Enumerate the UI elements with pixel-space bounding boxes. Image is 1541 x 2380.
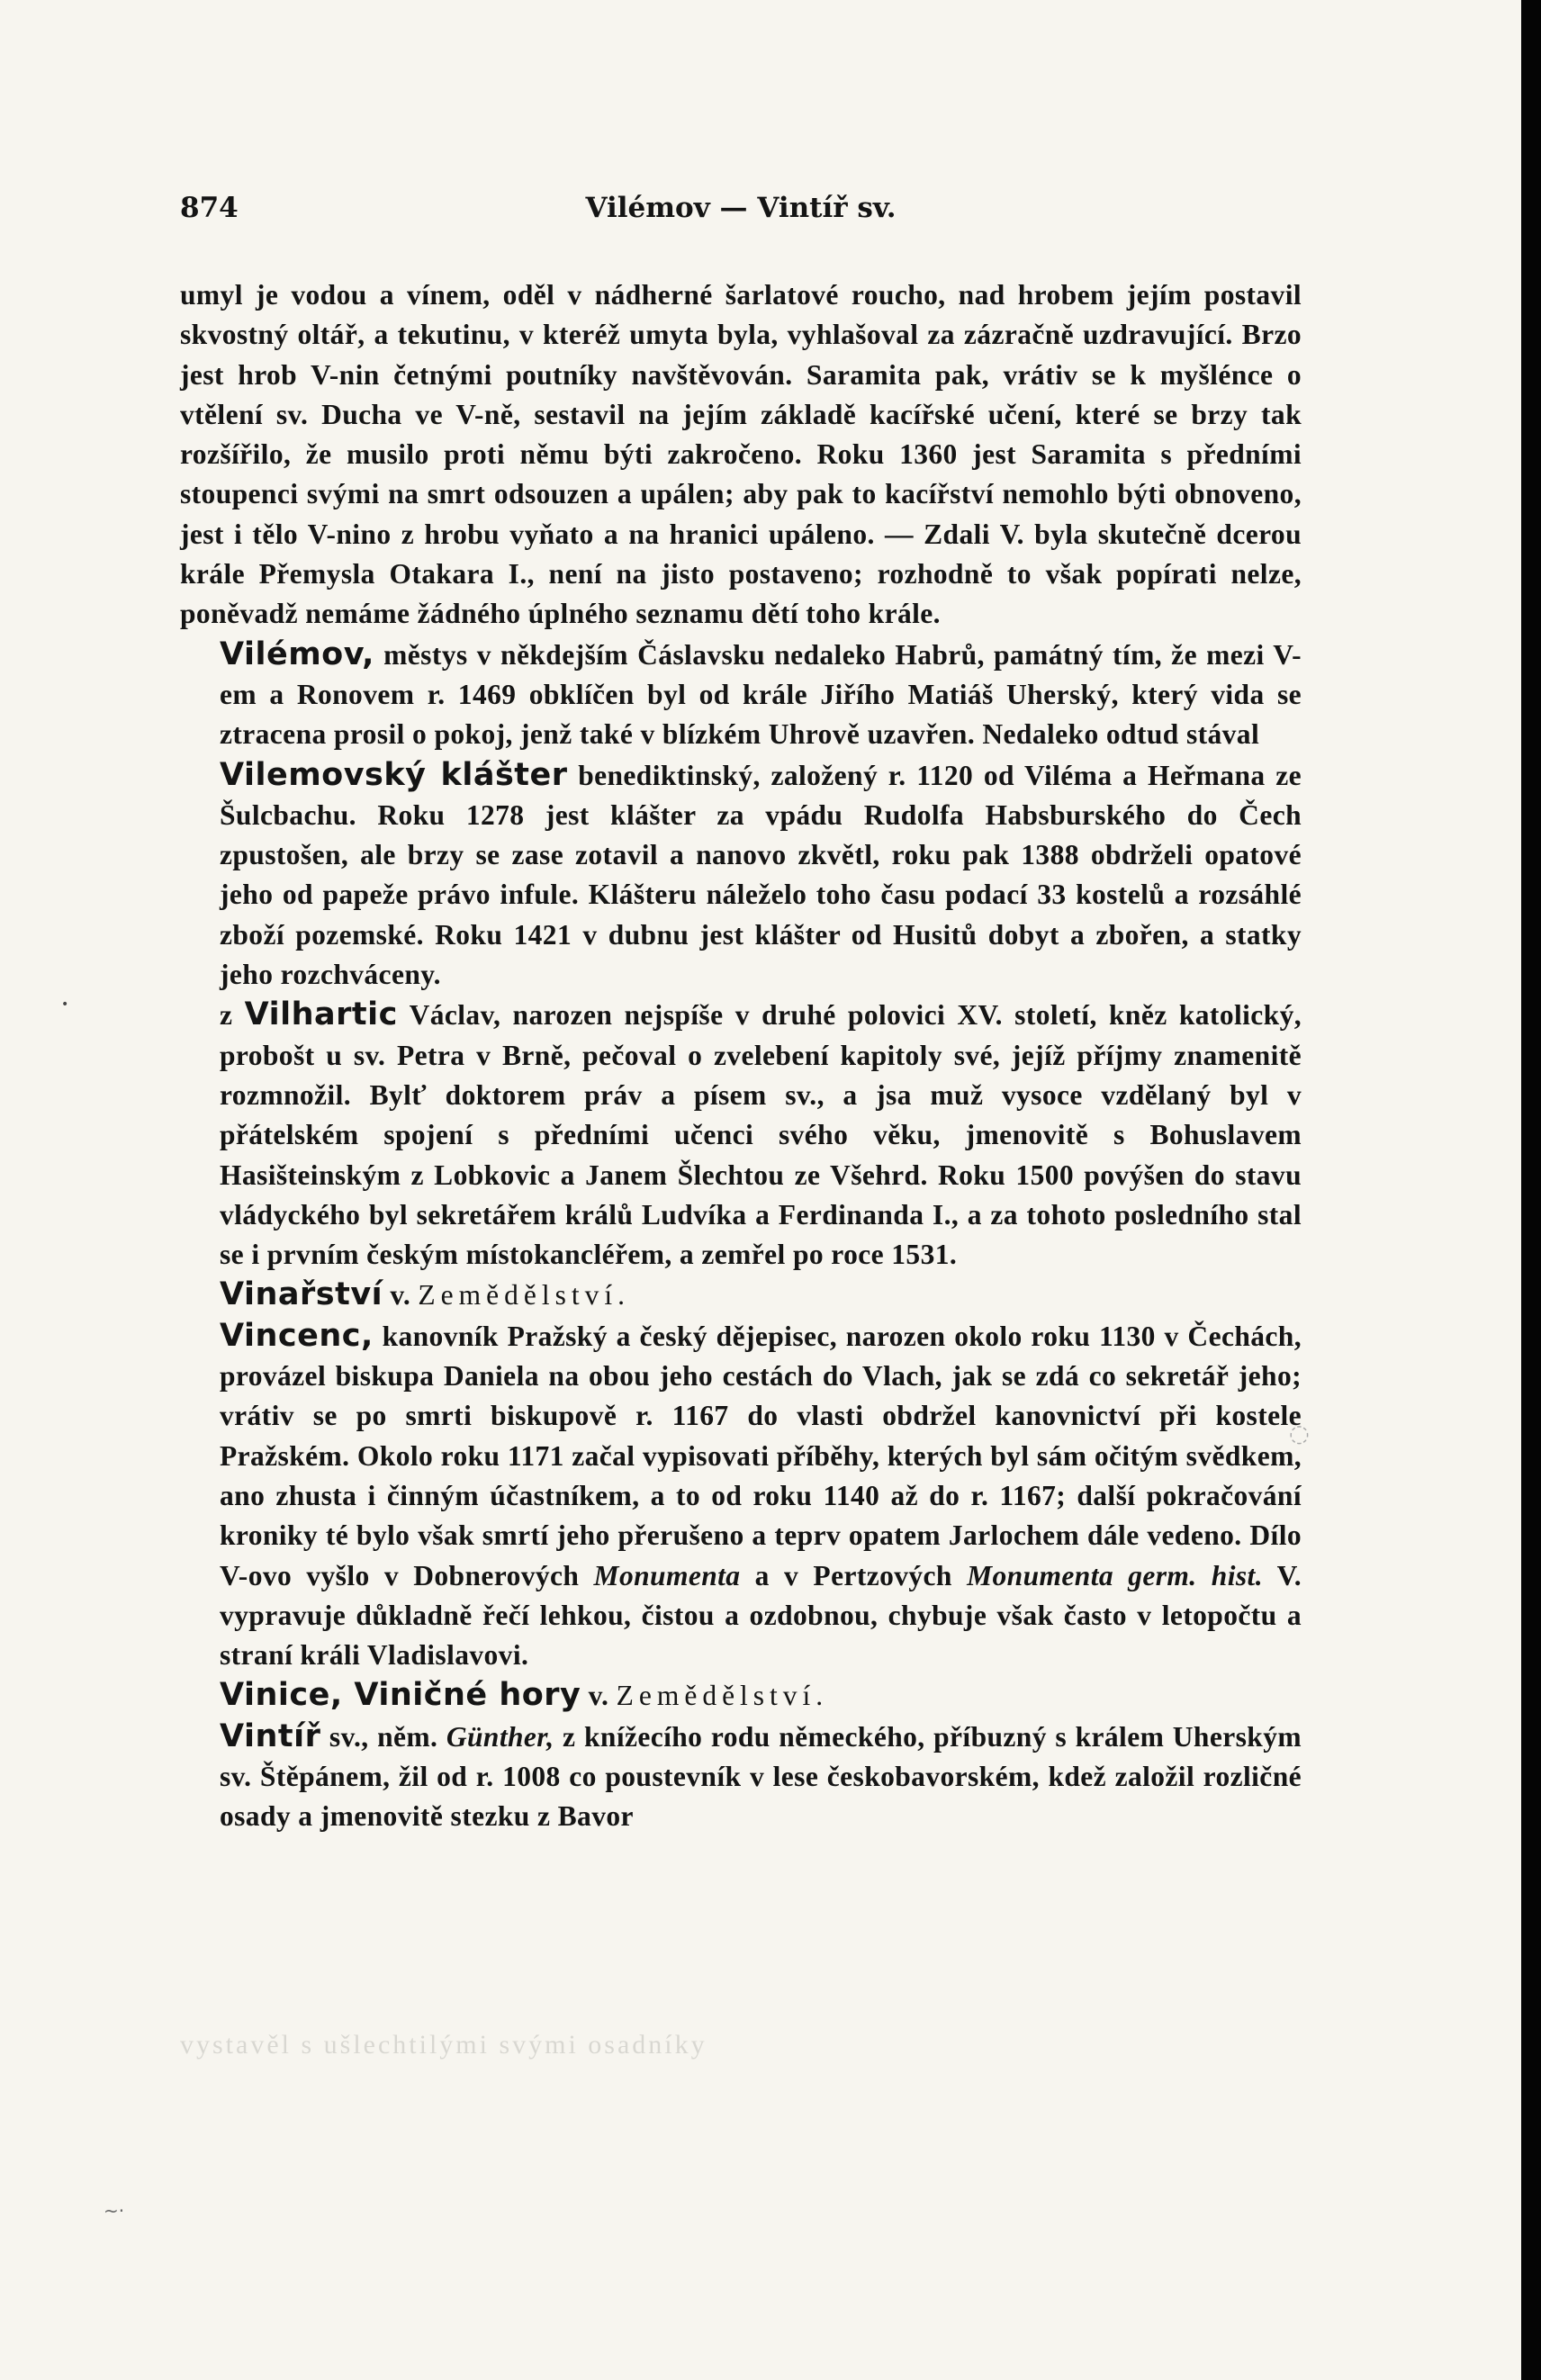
entry-vincenc: Vincenc, kanovník Pražský a český dějepisec, narozen okolo roku 1130 v Čechách, provázel biskupa Daniela na obou jeho cestách do Vlach, jak se zdá co sekretář jeho; vrátiv se po smrti biskupově r. 1167 do vlasti obdržel kanovnictví při kostele Pražském. Okolo roku 1171 začal vypisovati příběhy, kterých byl sám očitým svědkem, ano zhusta i činným účastníkem, a to od roku 1140 až do r. 1167; další pokračování kroniky té bylo však smrtí jeho přerušeno a teprv opatem Jarlochem dále vedeno. Dílo V-ovo vyšlo v Dobnerových Monumenta a v Pertzových Monumenta germ. hist. V. vypravuje důkladně řečí lehkou, čistou a ozdobnou, chybuje však často v letopočtu a straní králi Vladislavovi. — [220, 1317, 1302, 1672]
headword: Vinice, Viničné hory — [220, 1677, 581, 1714]
speck-mark: • — [61, 997, 69, 1012]
entry-vilemov: Vilémov, městys v někdejším Čáslavsku nedaleko Habrů, památný tím, že mezi V-em a Ronovem r. 1469 obklíčen byl od krále Jiřího Matiáš Uherský, který vida se ztracena prosil o pokoj, jenž také v blízkém Uhrově uzavřen. Nedaleko odtud stával — [220, 636, 1302, 751]
cross-reference: Zemědělství. — [418, 1279, 630, 1312]
headword: Vilémov, — [220, 636, 374, 672]
smudge-mark: ◌ — [1289, 1420, 1310, 1447]
entry-vinarstvi: Vinařství v. Zemědělství. — [220, 1276, 630, 1313]
headword: Vinařství — [220, 1276, 383, 1313]
headword: Vilhartic — [244, 996, 398, 1033]
paragraph-continuation: umyl je vodou a vínem, oděl v nádherné šarlatové roucho, nad hrobem jejím postavil skvostný oltář, a tekutinu, v kteréž umyta byla, vyhlašoval za zázračně uzdravující. Brzo jest hrob V-nin četnými poutníky navštěvován. Saramita pak, vrátiv se k myšlénce o vtělení sv. Ducha ve V-ně, sestavil na jejím základě kacířské učení, které se brzy tak rozšířilo, že musilo proti němu býti zakročeno. Roku 1360 jest Saramita s předními stoupenci svými na smrt odsouzen a upálen; aby pak to kacířství nemohlo býti obnoveno, jest i tělo V-nino z hrobu vyňato a na hranici upáleno. — Zdali V. byla skutečně dcerou krále Přemysla Otakara I., není na jisto postaveno; rozhodně to však popírati nelze, poněvadž nemáme žádného úplného seznamu dětí toho krále. — [180, 279, 1302, 630]
scan-border — [1521, 0, 1541, 2380]
page-header — [180, 192, 1302, 237]
entry-vilemovsky-klaster: Vilemovský klášter benediktinský, založený r. 1120 od Viléma a Heřmana ze Šulcbachu. Roku 1278 jest klášter za vpádu Rudolfa Habsburského do Čech zpustošen, ale brzy se zase zotavil a nanovo zkvětl, roku pak 1388 obdrželi opatové jeho od papeže právo infule. Klášteru náleželo toho času podací 33 kostelů a rozsáhlé zboží pozemské. Roku 1421 v dubnu jest klášter od Husitů dobyt a zbořen, a statky jeho rozchváceny. — [220, 756, 1302, 991]
page-number: 874 — [180, 192, 239, 224]
entry-vilhartic: z Vilhartic Václav, narozen nejspíše v druhé polovici XV. století, kněz katolický, probošt u sv. Petra v Brně, pečoval o zvelebení kapitoly své, jejíž příjmy znamenitě rozmnožil. Bylť doktorem práv a písem sv., a jsa muž vysoce vzdělaný byl v přátelském spojení s předními učenci svého věku, jmenovitě s Bohuslavem Hasišteinským z Lobkovic a Janem Šlechtou ze Všehrd. Roku 1500 povýšen do stavu vládyckého byl sekretářem králů Ludvíka a Ferdinanda I., a za tohoto posledního stal se i prvním českým místokancléřem, a zemřel po roce 1531. — [220, 996, 1302, 1271]
running-title: Vilémov — Vintíř sv. — [585, 192, 897, 224]
entry-vinice: Vinice, Viničné hory v. Zemědělství. — [220, 1677, 829, 1714]
headword: Vintíř — [220, 1717, 321, 1754]
entry-vintir: Vintíř sv., něm. Günther, z knížecího rodu německého, příbuzný s králem Uherským sv. Štěpánem, žil od r. 1008 co poustevník v lese českobavorském, kdež založil rozličné osady a jmenovitě stezku z Bavor — [220, 1717, 1302, 1833]
cross-reference: Zemědělství. — [616, 1680, 829, 1712]
headword: Vilemovský klášter — [220, 756, 568, 793]
headword: Vincenc, — [220, 1317, 374, 1354]
body-text — [180, 275, 1302, 1837]
margin-mark: ~· — [104, 2200, 125, 2222]
show-through-text: vystavěl s ušlechtilými svými osadníky — [180, 2030, 707, 2060]
